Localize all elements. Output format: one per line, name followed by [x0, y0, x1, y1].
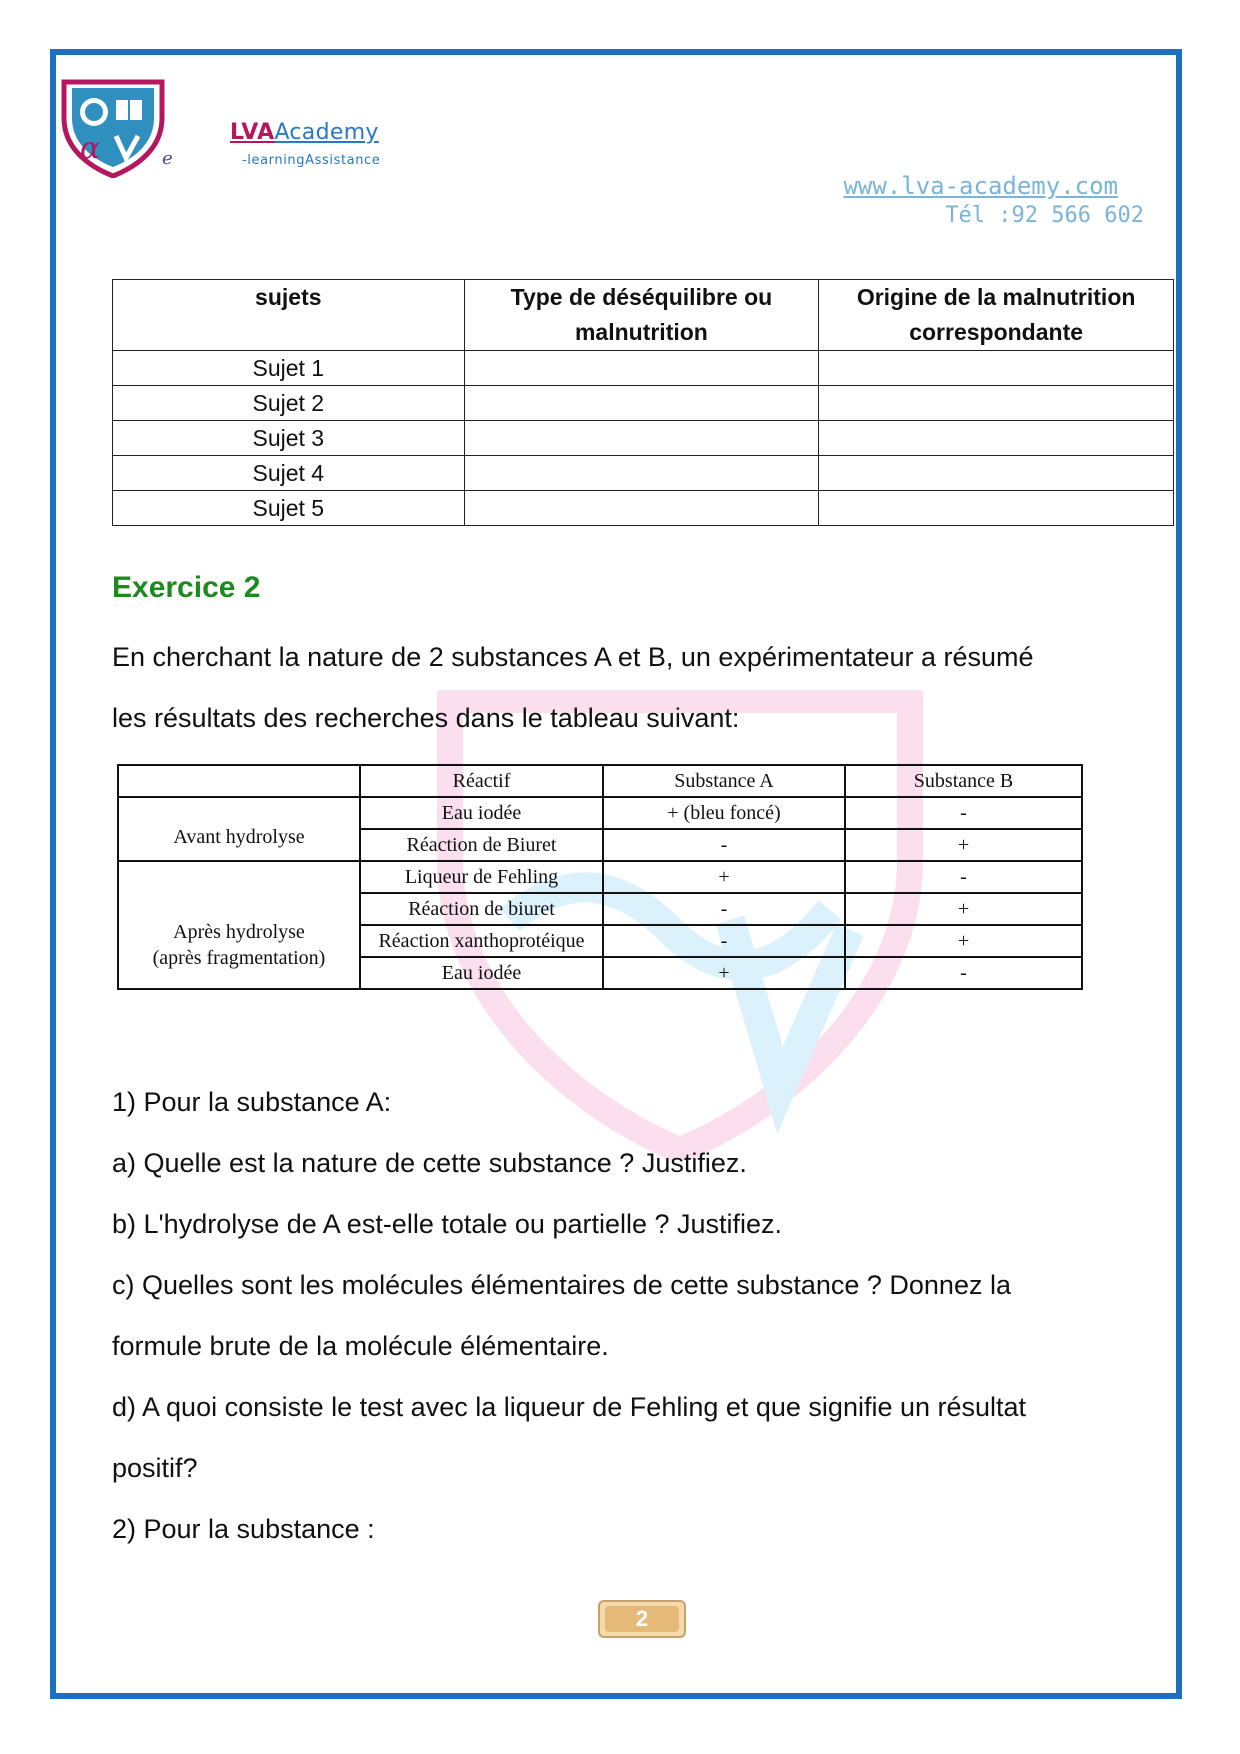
exercise-title: Exercice 2 [112, 571, 261, 604]
header-cell: Type de déséquilibre ou malnutrition [464, 280, 819, 351]
header-cell: Substance B [845, 765, 1082, 797]
reactif-cell: Réaction de biuret [360, 893, 603, 925]
table-row [113, 491, 1174, 526]
question-1: 1) Pour la substance A: [112, 1087, 392, 1117]
reactif-cell: Eau iodée [360, 797, 603, 829]
group-label-after-line2: (après fragmentation) [152, 947, 326, 969]
question-2: 2) Pour la substance : [112, 1514, 375, 1544]
empty-cell [464, 351, 819, 386]
empty-cell [464, 456, 819, 491]
reactif-cell: Liqueur de Fehling [360, 861, 603, 893]
intro-line-1: En cherchant la nature de 2 substances A et B, un expérimentateur a résumé [112, 642, 1034, 672]
logo-letter: e [162, 148, 173, 169]
header-cell: sujets [113, 280, 465, 351]
substance-b-cell: + [845, 829, 1082, 861]
subject-cell: Sujet 2 [113, 386, 465, 421]
substance-a-cell: + [603, 861, 845, 893]
brand-lva: LVA [230, 120, 275, 145]
substance-b-cell: - [845, 797, 1082, 829]
lva-logo [58, 78, 168, 178]
empty-cell [819, 491, 1174, 526]
header-cell: Réactif [360, 765, 603, 797]
substance-b-cell: + [845, 893, 1082, 925]
substance-a-cell: - [603, 893, 845, 925]
table-row [113, 421, 1174, 456]
group-label-before: Avant hydrolyse [118, 797, 360, 861]
empty-cell [819, 456, 1174, 491]
question-1a: a) Quelle est la nature de cette substance ? Justifiez. [112, 1148, 747, 1178]
table-header-row [113, 280, 1174, 351]
phone-number: Tél :92 566 602 [945, 203, 1144, 228]
question-1c-line1: c) Quelles sont les molécules élémentaires de cette substance ? Donnez la [112, 1270, 1011, 1300]
header-cell: Origine de la malnutrition correspondante [819, 280, 1174, 351]
subject-cell: Sujet 1 [113, 351, 465, 386]
table-row [113, 351, 1174, 386]
subject-cell: Sujet 3 [113, 421, 465, 456]
brand-academy: Academy [274, 120, 379, 145]
intro-line-2: les résultats des recherches dans le tableau suivant: [112, 703, 740, 733]
reactif-cell: Réaction de Biuret [360, 829, 603, 861]
svg-text:α: α [80, 131, 101, 166]
reactif-cell: Eau iodée [360, 957, 603, 989]
empty-header-cell [118, 765, 360, 797]
empty-cell [819, 351, 1174, 386]
group-label-after-line1: Après hydrolyse [173, 921, 305, 943]
page-number-badge [598, 1600, 686, 1638]
subject-cell: Sujet 5 [113, 491, 465, 526]
substance-a-cell: + (bleu foncé) [603, 797, 845, 829]
question-1c-line2: formule brute de la molécule élémentaire. [112, 1331, 609, 1361]
substance-b-cell: + [845, 925, 1082, 957]
table-row [118, 797, 1082, 829]
substance-a-cell: - [603, 829, 845, 861]
empty-cell [464, 491, 819, 526]
website-link[interactable]: www.lva-academy.com [843, 172, 1118, 200]
table-header-row [118, 765, 1082, 797]
table-row [118, 861, 1082, 893]
brand-tagline: -learningAssistance [242, 153, 381, 168]
empty-cell [464, 386, 819, 421]
malnutrition-table [112, 279, 1174, 526]
hydrolysis-results-table [117, 764, 1083, 990]
question-1b: b) L'hydrolyse de A est-elle totale ou partielle ? Justifiez. [112, 1209, 783, 1239]
brand-name [230, 120, 379, 145]
subject-cell: Sujet 4 [113, 456, 465, 491]
header-cell: Substance A [603, 765, 845, 797]
table-row [113, 386, 1174, 421]
substance-b-cell: - [845, 957, 1082, 989]
substance-a-cell: + [603, 957, 845, 989]
substance-a-cell: - [603, 925, 845, 957]
empty-cell [819, 386, 1174, 421]
empty-cell [464, 421, 819, 456]
empty-cell [819, 421, 1174, 456]
substance-b-cell: - [845, 861, 1082, 893]
reactif-cell: Réaction xanthoprotéique [360, 925, 603, 957]
table-row [113, 456, 1174, 491]
question-1d-line2: positif? [112, 1453, 198, 1483]
page-number: 2 [635, 1606, 649, 1631]
question-1d-line1: d) A quoi consiste le test avec la liqueur de Fehling et que signifie un résultat [112, 1392, 1027, 1422]
group-label-after [118, 861, 360, 989]
